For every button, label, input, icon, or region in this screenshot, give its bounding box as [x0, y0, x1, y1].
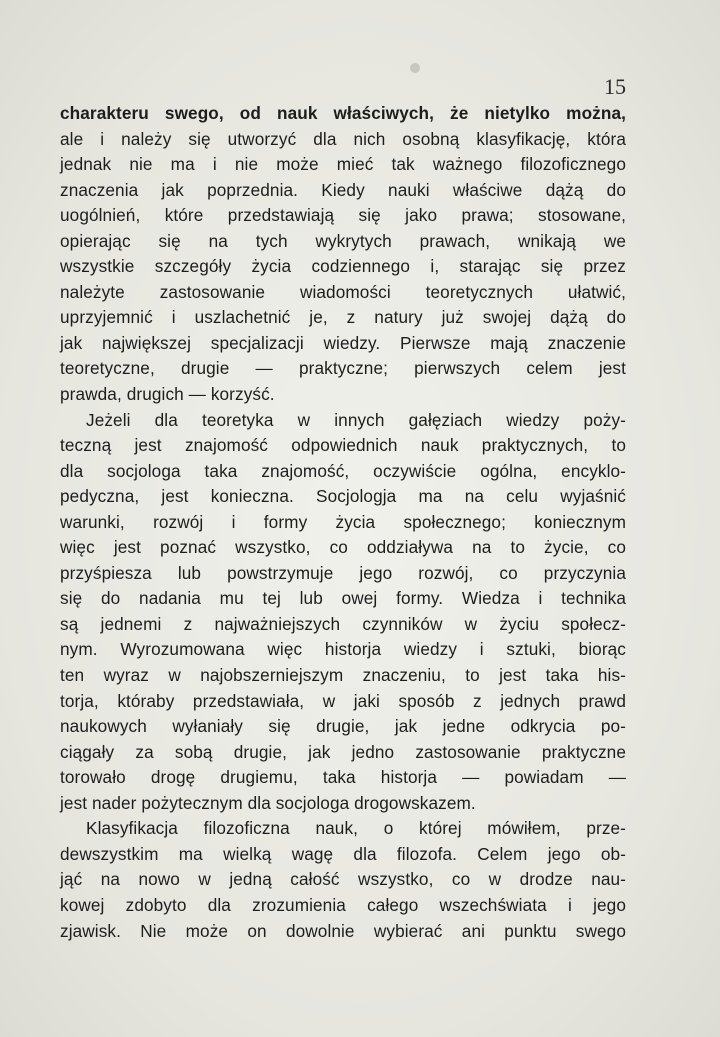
text-line: należyte zastosowanie wiadomości teoretycznych ułatwić, [60, 281, 626, 302]
text-line: torja, któraby przedstawiała, w jaki sposób z jednych prawd [60, 690, 626, 711]
body-text [60, 101, 626, 944]
text-line: teczną jest znajomość odpowiednich nauk praktycznych, to [60, 435, 626, 456]
text-line: warunki, rozwój i formy życia społecznego; koniecznym [60, 511, 626, 532]
text-line: ten wyraz w najobszerniejszym znaczeniu, to jest taka his- [60, 665, 626, 686]
text-line: dewszystkim ma wielką wagę dla filozofa. Celem jego ob- [60, 843, 626, 864]
text-line: Jeżeli dla teoretyka w innych gałęziach wiedzy poży- [86, 409, 626, 430]
text-line: dla socjologa taka znajomość, oczywiście ogólna, encyklo- [60, 460, 626, 481]
text-line: więc jest poznać wszystko, co oddziaływa na to życie, co [60, 537, 626, 558]
text-line: nym. Wyrozumowana więc historja wiedzy i sztuki, biorąc [60, 639, 626, 660]
text-line: torowało drogę drugiemu, taka historja — powiadam — [60, 767, 626, 788]
text-line: opierając się na tych wykrytych prawach, wnikają we [60, 230, 626, 251]
text-line: charakteru swego, od nauk właściwych, że nietylko można, [60, 103, 626, 123]
text-line: zjawisk. Nie może on dowolnie wybierać ani punktu swego [60, 920, 626, 941]
text-line: jąć na nowo w jedną całość wszystko, co w drodze nau- [60, 869, 626, 890]
text-line: jednak nie ma i nie może mieć tak ważnego filozoficznego [60, 154, 626, 175]
text-line: są jednemi z najważniejszych czynników w życiu społecz- [60, 613, 626, 634]
text-line: znaczenia jak poprzednia. Kiedy nauki właściwe dążą do [60, 179, 626, 200]
text-line: przyśpiesza lub powstrzymuje jego rozwój, co przyczynia [60, 562, 626, 583]
text-line: wszystkie szczegóły życia codziennego i, starając się przez [60, 256, 626, 277]
ink-spot [410, 63, 420, 73]
page-number: 15 [604, 74, 626, 99]
text-line: jest nader pożytecznym dla socjologa drogowskazem. [60, 792, 476, 813]
text-line: teoretyczne, drugie — praktyczne; pierwszych celem jest [60, 358, 626, 379]
text-line: ale i należy się utworzyć dla nich osobną klasyfikację, która [60, 128, 626, 149]
text-line: kowej zdobyto dla zrozumienia całego wszechświata i jego [60, 894, 626, 915]
text-line: uogólnień, które przedstawiają się jako prawa; stosowane, [60, 205, 626, 226]
text-line: jak największej specjalizacji wiedzy. Pierwsze mają znaczenie [60, 332, 626, 353]
text-line: uprzyjemnić i uszlachetnić je, z natury już swojej dążą do [60, 307, 626, 328]
text-line: pedyczna, jest konieczna. Socjologja ma na celu wyjaśnić [60, 486, 626, 507]
text-line: Klasyfikacja filozoficzna nauk, o której mówiłem, prze- [86, 818, 626, 839]
text-line: naukowych wyłaniały się drugie, jak jedne odkrycia po- [60, 716, 626, 737]
text-line: ciągały za sobą drugie, jak jedno zastosowanie praktyczne [60, 741, 626, 762]
text-line: prawda, drugich — korzyść. [60, 384, 275, 405]
text-line: się do nadania mu tej lub owej formy. Wiedza i technika [60, 588, 626, 609]
